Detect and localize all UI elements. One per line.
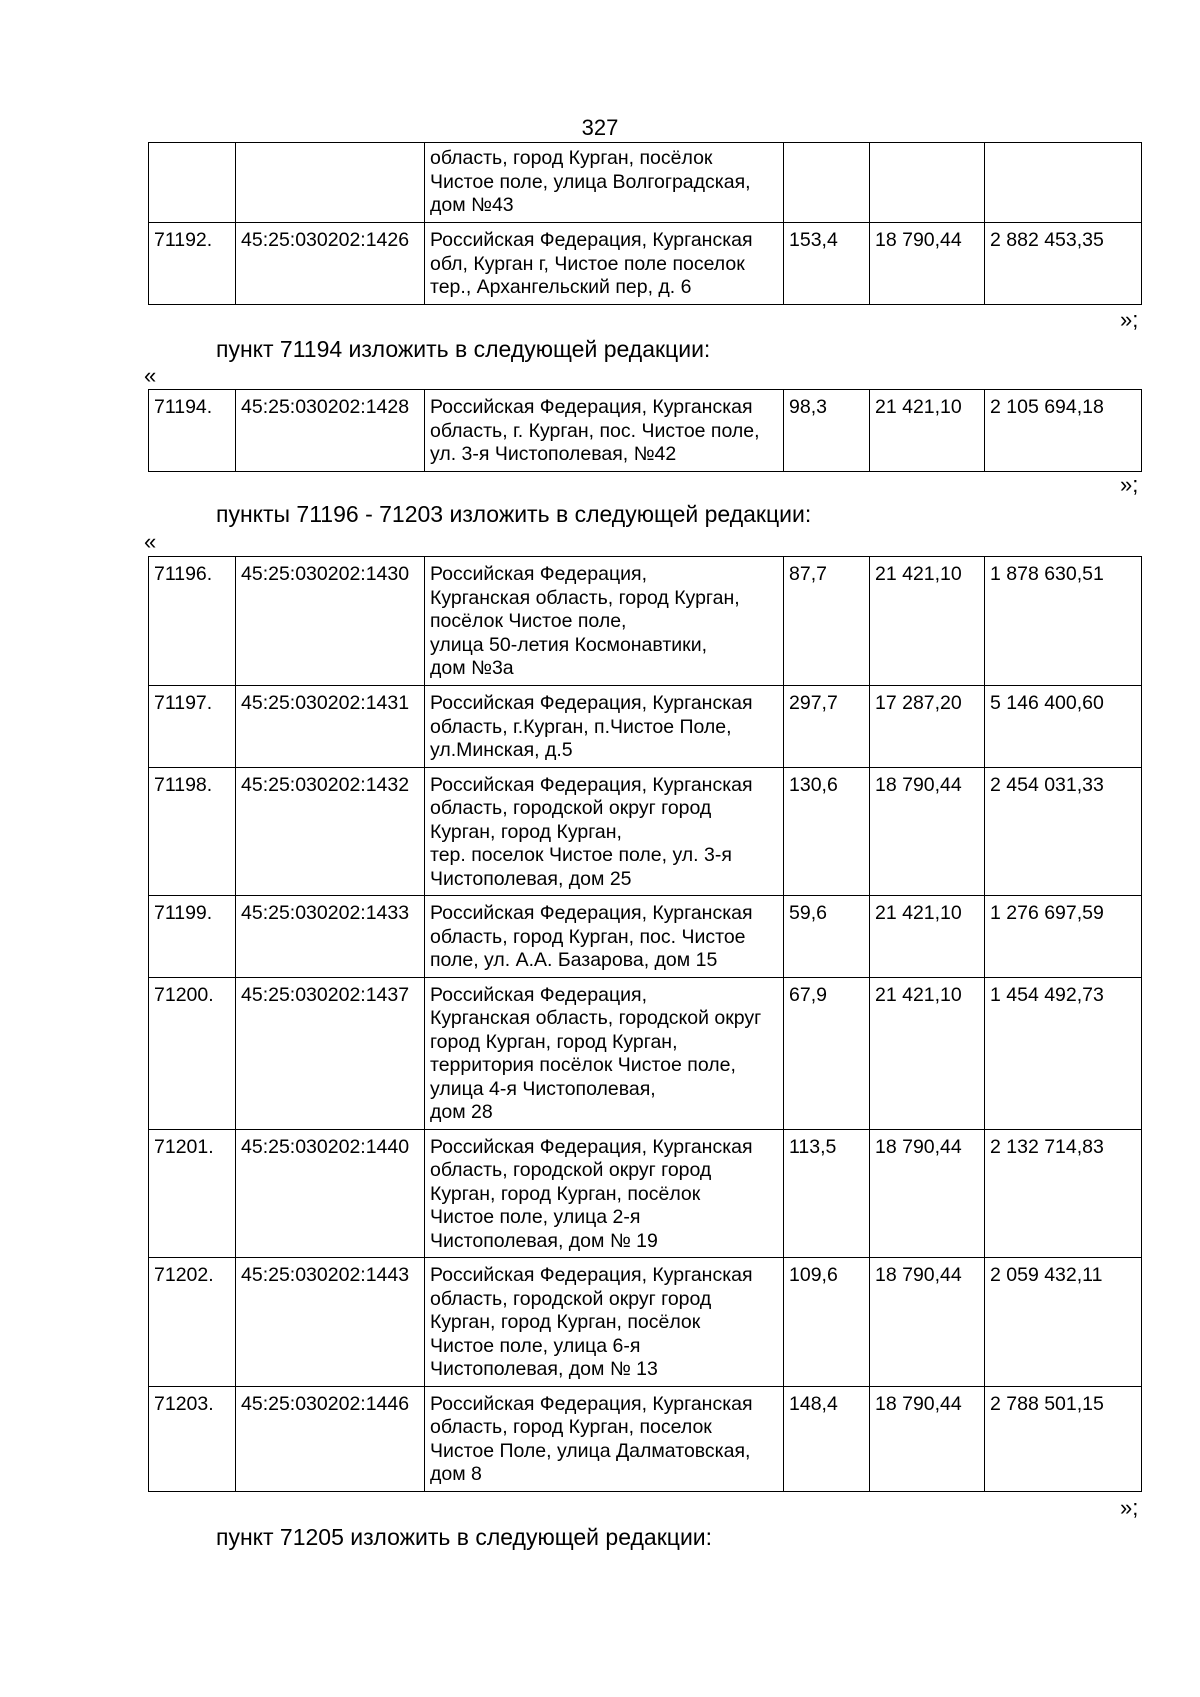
row-number: 71202. (149, 1258, 236, 1387)
area: 87,7 (784, 557, 870, 686)
cadastral-number: 45:25:030202:1430 (236, 557, 425, 686)
table-row (149, 1386, 1142, 1491)
rate: 18 790,44 (870, 1129, 985, 1258)
cadastral-value: 1 276 697,59 (985, 896, 1142, 978)
cadastral-number: 45:25:030202:1428 (236, 390, 425, 472)
rate: 21 421,10 (870, 390, 985, 472)
address: Российская Федерация, Курганская область, город Курган, пос. Чистое поле, ул. А.А. Базарова, дом 15 (425, 896, 784, 978)
address: Российская Федерация, Курганская область, г.Курган, п.Чистое Поле, ул.Минская, д.5 (425, 686, 784, 768)
rate: 18 790,44 (870, 1258, 985, 1387)
opening-quote: « (144, 529, 157, 554)
cadastral-value: 2 059 432,11 (985, 1258, 1142, 1387)
address: Российская Федерация, Курганская обл, Курган г, Чистое поле поселок тер., Архангельский пер, д. 6 (425, 223, 784, 305)
address: Российская Федерация, Курганская область, городской округ город Курган, город Курган, посёлок Чистое поле, улица 6-я Чистополевая, дом № 13 (425, 1258, 784, 1387)
registry-table-items-71196-71203 (148, 556, 1142, 1492)
table-row (149, 977, 1142, 1129)
address: Российская Федерация, Курганская область, городской округ город Курган, город Курган, посёлок Чистое поле, улица 2-я Чистополевая, дом № 19 (425, 1129, 784, 1258)
cadastral-value: 2 882 453,35 (985, 223, 1142, 305)
row-number: 71201. (149, 1129, 236, 1258)
opening-quote: « (144, 363, 157, 388)
row-number: 71194. (149, 390, 236, 472)
area: 148,4 (784, 1386, 870, 1491)
area: 297,7 (784, 686, 870, 768)
area: 67,9 (784, 977, 870, 1129)
area: 98,3 (784, 390, 870, 472)
address: Российская Федерация, Курганская область, городской округ город Курган, город Курган, территория посёлок Чистое поле, улица 4-я Чистополевая, дом 28 (425, 977, 784, 1129)
cadastral-value: 2 788 501,15 (985, 1386, 1142, 1491)
cadastral-value: 5 146 400,60 (985, 686, 1142, 768)
cadastral-number: 45:25:030202:1440 (236, 1129, 425, 1258)
cadastral-number: 45:25:030202:1432 (236, 767, 425, 896)
rate: 21 421,10 (870, 977, 985, 1129)
row-number: 71198. (149, 767, 236, 896)
row-number: 71200. (149, 977, 236, 1129)
address: область, город Курган, посёлок Чистое поле, улица Волгоградская, дом №43 (425, 143, 784, 223)
table-row (149, 223, 1142, 305)
table-row (149, 1258, 1142, 1387)
area: 113,5 (784, 1129, 870, 1258)
registry-table-item-71194 (148, 389, 1142, 472)
row-number: 71199. (149, 896, 236, 978)
cadastral-number: 45:25:030202:1433 (236, 896, 425, 978)
row-number: 71196. (149, 557, 236, 686)
amendment-instruction: пункт 71205 изложить в следующей редакции: (216, 1524, 713, 1550)
area: 130,6 (784, 767, 870, 896)
cadastral-number: 45:25:030202:1446 (236, 1386, 425, 1491)
cadastral-number: 45:25:030202:1431 (236, 686, 425, 768)
amendment-instruction: пункты 71196 - 71203 изложить в следующей редакции: (216, 501, 812, 527)
rate: 18 790,44 (870, 767, 985, 896)
cadastral-number: 45:25:030202:1443 (236, 1258, 425, 1387)
rate: 17 287,20 (870, 686, 985, 768)
cadastral-value: 2 132 714,83 (985, 1129, 1142, 1258)
rate: 18 790,44 (870, 223, 985, 305)
rate: 21 421,10 (870, 557, 985, 686)
table-row (149, 686, 1142, 768)
area: 59,6 (784, 896, 870, 978)
table-row (149, 143, 1142, 223)
registry-table-continued (148, 142, 1142, 305)
row-number: 71197. (149, 686, 236, 768)
amendment-instruction: пункт 71194 изложить в следующей редакции: (216, 336, 711, 362)
cadastral-value: 1 878 630,51 (985, 557, 1142, 686)
row-number (149, 143, 236, 223)
table-row (149, 390, 1142, 472)
row-number: 71192. (149, 223, 236, 305)
address: Российская Федерация, Курганская область, г. Курган, пос. Чистое поле, ул. 3-я Чистополевая, №42 (425, 390, 784, 472)
table-row (149, 767, 1142, 896)
area: 153,4 (784, 223, 870, 305)
address: Российская Федерация, Курганская область, городской округ город Курган, город Курган, тер. поселок Чистое поле, ул. 3-я Чистополевая, дом 25 (425, 767, 784, 896)
closing-quote: »; (1120, 472, 1139, 497)
closing-quote: »; (1120, 307, 1139, 332)
rate: 21 421,10 (870, 896, 985, 978)
address: Российская Федерация, Курганская область, город Курган, посёлок Чистое поле, улица 50-летия Космонавтики, дом №3а (425, 557, 784, 686)
table-row (149, 896, 1142, 978)
cadastral-value: 1 454 492,73 (985, 977, 1142, 1129)
rate (870, 143, 985, 223)
row-number: 71203. (149, 1386, 236, 1491)
area (784, 143, 870, 223)
closing-quote: »; (1120, 1495, 1139, 1520)
cadastral-value: 2 105 694,18 (985, 390, 1142, 472)
cadastral-number: 45:25:030202:1426 (236, 223, 425, 305)
area: 109,6 (784, 1258, 870, 1387)
cadastral-value (985, 143, 1142, 223)
table-row (149, 557, 1142, 686)
cadastral-number (236, 143, 425, 223)
address: Российская Федерация, Курганская область, город Курган, поселок Чистое Поле, улица Далматовская, дом 8 (425, 1386, 784, 1491)
rate: 18 790,44 (870, 1386, 985, 1491)
cadastral-value: 2 454 031,33 (985, 767, 1142, 896)
page-number: 327 (581, 115, 619, 140)
cadastral-number: 45:25:030202:1437 (236, 977, 425, 1129)
table-row (149, 1129, 1142, 1258)
